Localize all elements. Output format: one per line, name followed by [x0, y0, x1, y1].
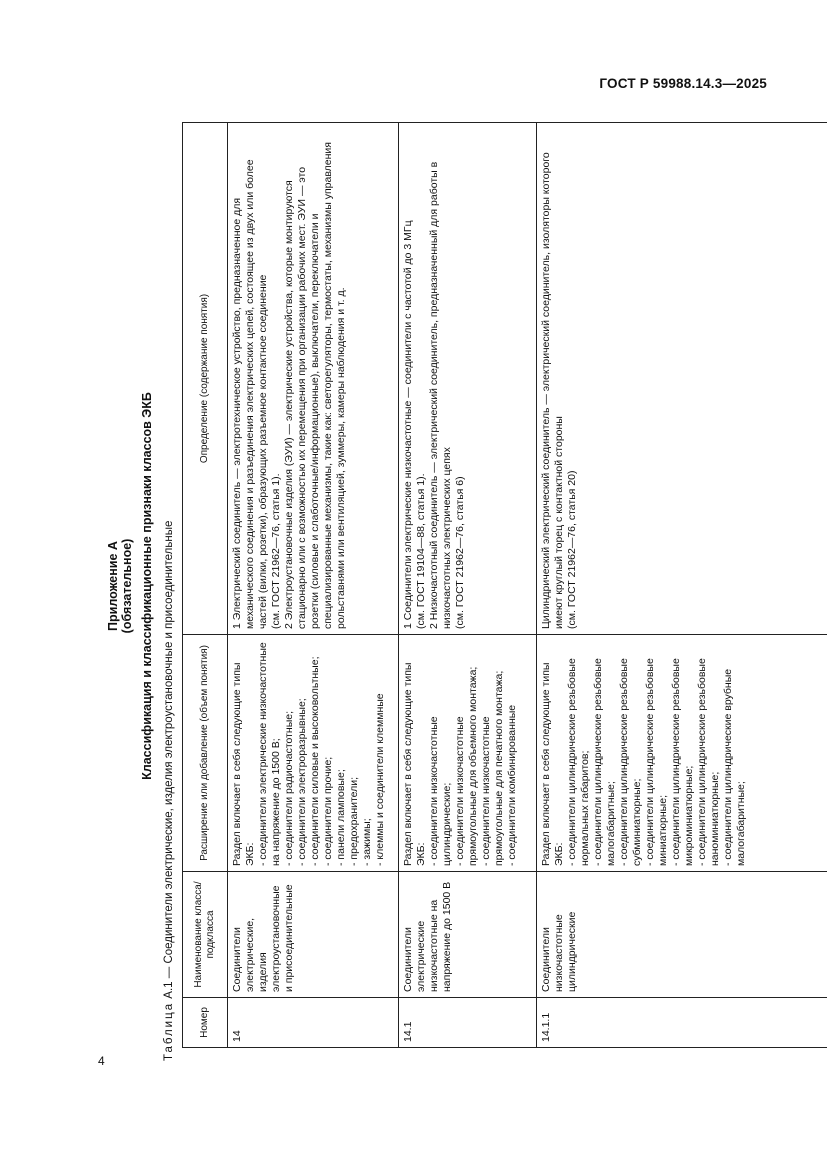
name-line: низкочастотные на: [428, 899, 440, 992]
table-row: [228, 123, 399, 1048]
name-line: электрические,: [244, 917, 256, 992]
definition-line: 2 Электроустановочные изделия (ЭУИ) — электрические устройства, которые монтируются стационарно или с возможностью их перемещения при организации рабочих мест. ЭУИ — это розетки (силовые и слаботочные/информационные), выключатели, переключатели и специализированные механизмы, такие как: светорегуляторы, термостаты, механизмы управления рольставнями или вентиляцией, зуммеры, камеры наблюдения и т. д.: [283, 142, 347, 629]
row-number: 14.1.1: [537, 998, 827, 1048]
scope-line: - соединители электрические низкочастотные на напряжение до 1500 В;: [257, 642, 282, 866]
row-number: 14.1: [399, 998, 537, 1048]
scope-line: - зажимы;: [361, 818, 373, 866]
name-line: изделия: [257, 952, 269, 992]
table-caption-text: А.1 — Соединители электрические, изделия электроустановочные и присоединительные: [163, 520, 175, 999]
row-name: [228, 872, 399, 998]
scope-line: Раздел включает в себя следующие типы ЭКБ:: [402, 662, 427, 866]
row-definition: [537, 123, 827, 635]
scope-line: - соединители низкочастотные прямоугольные для объемного монтажа;: [454, 666, 479, 866]
name-line: электроустановочные: [270, 885, 282, 992]
scope-line: - соединители силовые и высоковольтные;: [309, 656, 321, 866]
name-line: Соединители: [231, 927, 243, 992]
definition-line: (см. ГОСТ 21962—76, статья 20): [566, 470, 578, 629]
name-line: Соединители: [402, 927, 414, 992]
table-caption-prefix: Таблица: [163, 1001, 175, 1061]
document-code: ГОСТ Р 59988.14.3—2025: [599, 76, 767, 91]
rotated-content: [103, 111, 767, 1061]
appendix-title: Приложение А: [106, 541, 120, 631]
scope-line: Раздел включает в себя следующие типы ЭКБ:: [540, 662, 565, 866]
table-caption: [163, 521, 175, 1061]
row-name: [537, 872, 827, 998]
scope-line: - соединители цилиндрические резьбовые миниатюрные;: [644, 658, 669, 866]
row-scope: [228, 635, 399, 872]
row-definition: [399, 123, 537, 635]
table-row: [399, 123, 537, 1048]
name-line: напряжение до 1500 В: [441, 881, 453, 992]
scope-line: - соединители цилиндрические резьбовые субминиатюрные;: [618, 658, 643, 866]
row-definition: [228, 123, 399, 635]
definition-line: 2 Низкочастотный соединитель — электрический соединитель, предназначенный для работы в низкочастотных электрических цепях: [428, 161, 453, 629]
scope-line: - соединители цилиндрические врубные малогабаритные;: [722, 668, 747, 866]
scope-line: - панели ламповые;: [335, 769, 347, 866]
name-line: Соединители низкочастотные цилиндрические: [540, 911, 578, 992]
definition-line: (см. ГОСТ 19104—88, статья 1).: [415, 473, 427, 629]
scope-line: - соединители цилиндрические резьбовые наноминиатюрные;: [696, 658, 721, 866]
scope-line: - соединители цилиндрические резьбовые микроминиатюрные;: [670, 658, 695, 866]
scope-line: - соединители низкочастотные цилиндрические;: [428, 716, 453, 866]
scope-line: - соединители радиочастотные;: [283, 710, 295, 866]
definition-line: 1 Электрический соединитель — электротехническое устройство, предназначенное для механического соединения и разъединения электрических цепей, состоящее из двух или более частей (вилки, розетки), образующих разъемное контактное соединение: [231, 159, 269, 629]
name-line: электрические: [415, 920, 427, 992]
scope-line: - соединители прочие;: [322, 756, 334, 866]
main-title: Классификация и классификационные признаки классов ЭКБ: [140, 392, 154, 780]
name-line: и присоединительные: [283, 884, 295, 992]
header-scope: Расширение или добавление (объем понятия): [183, 635, 228, 872]
table-row: [537, 123, 827, 1048]
scope-line: - соединители низкочастотные прямоугольные для печатного монтажа;: [480, 670, 505, 866]
appendix-heading: [106, 111, 134, 1061]
row-scope: [537, 635, 827, 872]
scope-line: Раздел включает в себя следующие типы ЭКБ:: [231, 662, 256, 866]
appendix-status: (обязательное): [120, 538, 134, 634]
scope-line: - соединители цилиндрические резьбовые малогабаритные;: [592, 658, 617, 866]
classification-table: [182, 122, 827, 1048]
scope-line: - соединители комбинированные: [506, 704, 518, 866]
page-number: 4: [98, 1054, 105, 1068]
row-scope: [399, 635, 537, 872]
scope-line: - соединители цилиндрические резьбовые нормальных габаритов;: [566, 658, 591, 866]
header-name: Наименование класса/подкласса: [183, 872, 228, 998]
definition-line: 1 Соединители электрические низкочастотные — соединители с частотой до 3 МГц: [402, 220, 414, 629]
scope-line: - соединители электроразрывные;: [296, 698, 308, 866]
header-number: Номер: [183, 998, 228, 1048]
row-number: 14: [228, 998, 399, 1048]
row-name: [399, 872, 537, 998]
definition-line: (см. ГОСТ 21962—76, статья 1).: [270, 473, 282, 629]
table-header-row: [183, 123, 228, 1048]
definition-line: (см. ГОСТ 21962—76, статья 6): [454, 476, 466, 629]
definition-line: Цилиндрический электрический соединитель — электрический соединитель, изоляторы которого имеют круглый торец с контактной стороны: [540, 152, 565, 629]
header-definition: Определение (содержание понятия): [183, 123, 228, 635]
scope-line: - клеммы и соединители клеммные: [374, 693, 386, 866]
scope-line: - предохранители;: [348, 776, 360, 866]
